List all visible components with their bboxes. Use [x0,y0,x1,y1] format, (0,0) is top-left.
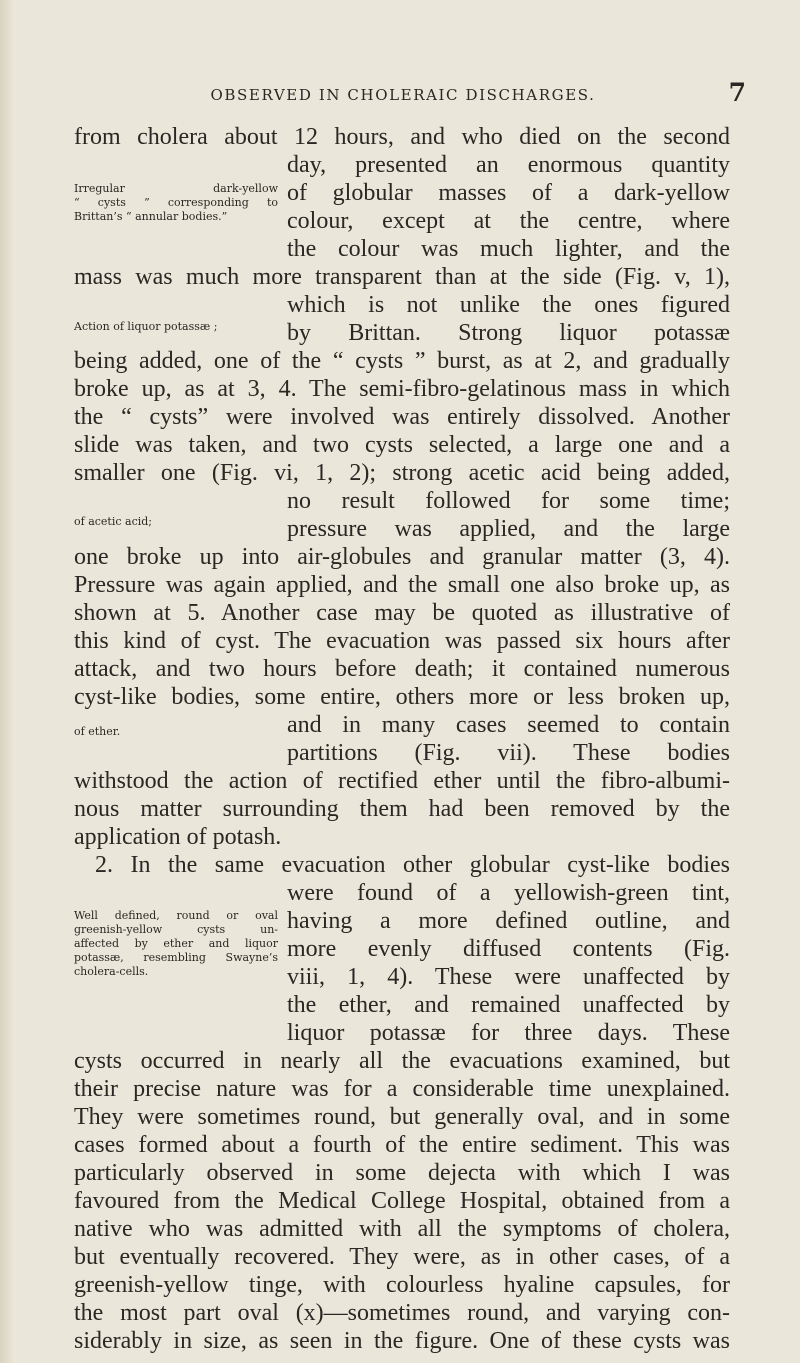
text-line: application of potash. [74,824,282,850]
text-line: shown at 5. Another case may be quoted as illustrative of [74,600,730,626]
text-line: colour, except at the centre, where [287,208,730,234]
text-line: broke up, as at 3, 4. The semi-fibro-gelatinous mass in which [74,376,730,402]
text-line: their precise nature was for a considerable time unexplained. [74,1076,730,1102]
text-line: favoured from the Medical College Hospital, obtained from a [74,1188,730,1214]
text-line: but eventually recovered. They were, as in other cases, of a [74,1244,730,1270]
text-line: cysts occurred in nearly all the evacuations examined, but [74,1048,730,1074]
text-line: day, presented an enormous quantity [287,152,730,178]
text-line: the “ cysts” were involved was entirely dissolved. Another [74,404,730,430]
text-line: which is not unlike the ones figured [287,292,730,318]
margin-note-line: potassæ, resembling Swayne’s [74,952,278,964]
text-line: this kind of cyst. The evacuation was passed six hours after [74,628,730,654]
margin-note-line: of acetic acid; [74,516,152,528]
text-line: nous matter surrounding them had been removed by the [74,796,730,822]
text-line: They were sometimes round, but generally oval, and in some [74,1104,730,1130]
text-line: cyst-like bodies, some entire, others more or less broken up, [74,684,730,710]
text-line: of globular masses of a dark-yellow [287,180,730,206]
text-line: by Brittan. Strong liquor potassæ [287,320,730,346]
text-line: greenish-yellow tinge, with colourless hyaline capsules, for [74,1272,730,1298]
text-line: Pressure was again applied, and the small one also broke up, as [74,572,730,598]
page-edge-shadow [0,0,14,1363]
margin-note-line: greenish-yellow cysts un- [74,924,278,936]
text-line: one broke up into air-globules and granular matter (3, 4). [74,544,730,570]
text-line: attack, and two hours before death; it contained numerous [74,656,730,682]
text-line: the most part oval (x)—sometimes round, and varying con- [74,1300,730,1326]
text-line: being added, one of the “ cysts ” burst, as at 2, and gradually [74,348,730,374]
text-line: the colour was much lighter, and the [287,236,730,262]
margin-note-line: Brittan’s “ annular bodies.” [74,211,228,223]
text-line: slide was taken, and two cysts selected, a large one and a [74,432,730,458]
text-line: from cholera about 12 hours, and who died on the second [74,124,730,150]
text-line: the ether, and remained unaffected by [287,992,730,1018]
margin-note-line: of ether. [74,726,121,738]
text-line: siderably in size, as seen in the figure. One of these cysts was [74,1328,730,1354]
page-number: 7 [728,78,746,107]
text-line: smaller one (Fig. vi, 1, 2); strong acetic acid being added, [74,460,730,486]
text-line: mass was much more transparent than at the side (Fig. v, 1), [74,264,730,290]
text-line: viii, 1, 4). These were unaffected by [287,964,730,990]
margin-note-line: “ cysts ” corresponding to [74,197,278,209]
text-line: and in many cases seemed to contain [287,712,730,738]
text-line: particularly observed in some dejecta with which I was [74,1160,730,1186]
text-line: having a more defined outline, and [287,908,730,934]
margin-note-line: Well defined, round or oval [74,910,278,922]
text-line: no result followed for some time; [287,488,730,514]
text-line: more evenly diffused contents (Fig. [287,936,730,962]
margin-note-line: cholera-cells. [74,966,149,978]
text-line: were found of a yellowish-green tint, [287,880,730,906]
text-line: cases formed about a fourth of the entire sediment. This was [74,1132,730,1158]
text-line: withstood the action of rectified ether until the fibro-albumi- [74,768,730,794]
text-line: 2. In the same evacuation other globular cyst-like bodies [95,852,730,878]
margin-note-line: affected by ether and liquor [74,938,278,950]
running-head: OBSERVED IN CHOLERAIC DISCHARGES. [210,86,596,104]
margin-note-line: Action of liquor potassæ ; [74,321,218,333]
text-line: native who was admitted with all the symptoms of cholera, [74,1216,730,1242]
margin-note-line: Irregular dark-yellow [74,183,278,195]
text-line: pressure was applied, and the large [287,516,730,542]
text-line: liquor potassæ for three days. These [287,1020,730,1046]
page-header [90,80,746,110]
text-line: partitions (Fig. vii). These bodies [287,740,730,766]
